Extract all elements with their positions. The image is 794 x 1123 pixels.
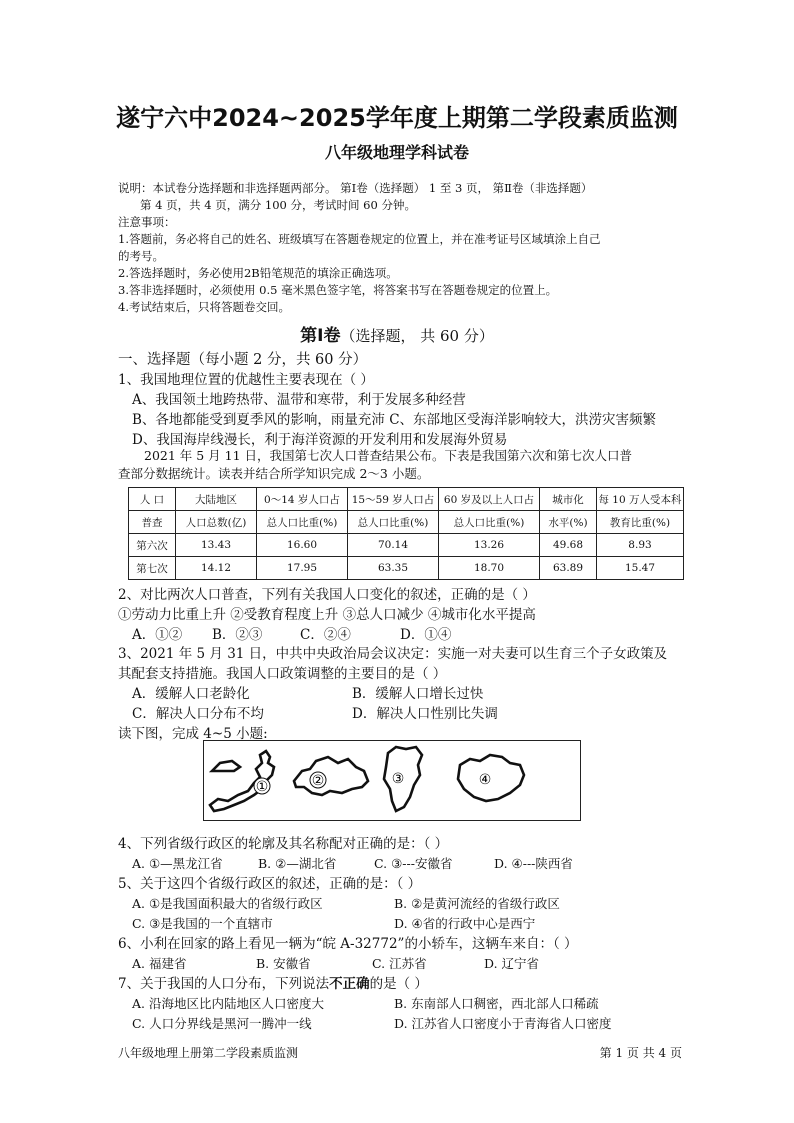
passage — [118, 447, 684, 483]
header-cell: 总人口比重(%) — [439, 511, 540, 534]
instruction-line: 说明：本试卷分选择题和非选择题两部分。 第Ⅰ卷（选择题） 1 至 3 页， 第Ⅱ卷（非选择题） — [118, 181, 593, 195]
option-d: D. ④省的行政中心是西宁 — [394, 916, 536, 931]
province-outlines — [204, 741, 580, 820]
instruction-line: 的考号。 — [118, 249, 164, 263]
option-b: B. ②—湖北省 — [258, 856, 337, 871]
option-a: A．①② — [132, 627, 183, 643]
table-row — [129, 534, 684, 557]
options-row — [118, 954, 684, 974]
question-2 — [118, 585, 684, 645]
option-d: D、我国海岸线漫长，利于海洋资源的开发利用和发展海外贸易 — [132, 432, 508, 448]
table-cell: 63.89 — [540, 557, 597, 580]
option-c: C. 江苏省 — [372, 956, 427, 971]
question-4 — [118, 834, 684, 874]
passage-line: 查部分数据统计。读表并结合所学知识完成 2～3 小题。 — [118, 466, 430, 481]
table-cell: 15.47 — [597, 557, 684, 580]
section-title-rest: （选择题， 共 60 分） — [340, 327, 494, 345]
header-cell: 普查 — [129, 511, 176, 534]
table-cell: 18.70 — [439, 557, 540, 580]
instruction-line: 3.答非选择题时，必须使用 0.5 毫米黑色签字笔，将答案书写在答题卷规定的位置上。 — [118, 283, 558, 297]
table-cell: 16.60 — [257, 534, 348, 557]
options-row — [118, 1014, 684, 1034]
options-row — [118, 994, 684, 1014]
question-stem: 3、2021 年 5 月 31 日，中共中央政治局会议决定：实施一对夫妻可以生育三个子女政策及 — [118, 646, 668, 662]
options-row — [118, 625, 684, 645]
options-row — [118, 894, 684, 914]
question-stem: 其配套支持措施。我国人口政策调整的主要目的是（ ） — [118, 666, 447, 682]
part-heading: 一、选择题（每小题 2 分，共 60 分） — [118, 352, 368, 368]
question-stem — [118, 974, 684, 994]
header-cell: 总人口比重(%) — [257, 511, 348, 534]
option-a: A．缓解人口老龄化 — [132, 686, 250, 702]
option-a: A. 沿海地区比内陆地区人口密度大 — [132, 996, 324, 1011]
options-row — [118, 854, 684, 874]
option-b: B. 东南部人口稠密，西北部人口稀疏 — [394, 996, 599, 1011]
section-title-bold: 第Ⅰ卷 — [300, 326, 341, 346]
header-cell: 水平(%) — [540, 511, 597, 534]
option-d: D. 江苏省人口密度小于青海省人口密度 — [394, 1016, 612, 1031]
instruction-line: 2.答选择题时，务必使用2B铅笔规范的填涂正确选项。 — [118, 266, 398, 280]
table-cell: 第六次 — [129, 534, 176, 557]
option-c: C. ③---安徽省 — [374, 856, 453, 871]
question-items: ①劳动力比重上升 ②受教育程度上升 ③总人口减少 ④城市化水平提高 — [118, 607, 536, 623]
option-d: D．解决人口性别比失调 — [352, 706, 498, 722]
table-cell: 17.95 — [257, 557, 348, 580]
table-cell: 70.14 — [348, 534, 439, 557]
instruction-line: 注意事项： — [118, 215, 176, 229]
question-stem-post: 的是（ ） — [369, 976, 428, 992]
table-header-row — [129, 511, 684, 534]
section-title — [0, 321, 794, 346]
exam-title: 遂宁六中2024~2025学年度上期第二学段素质监测 — [116, 104, 678, 132]
option-b: B．②③ — [212, 627, 263, 643]
map-intro: 读下图，完成 4~5 小题: — [118, 726, 268, 742]
table-cell: 第七次 — [129, 557, 176, 580]
map-label-3: ③ — [391, 771, 405, 787]
header-cell: 60 岁及以上人口占 — [439, 488, 540, 511]
question-7 — [118, 974, 684, 1034]
question-stem-emphasis: 不正确 — [329, 976, 370, 992]
question-stem-pre: 7、关于我国的人口分布，下列说法 — [118, 976, 330, 992]
table-cell: 49.68 — [540, 534, 597, 557]
option-c: C．②④ — [300, 627, 351, 643]
instruction-line: 1.答题前，务必将自己的姓名、班级填写在答题卷规定的位置上，并在准考证号区域填涂上自己 — [118, 232, 601, 246]
options-row — [118, 704, 684, 724]
option-d: D. 辽宁省 — [484, 956, 540, 971]
header-cell: 大陆地区 — [176, 488, 257, 511]
option-a: A. ①是我国面积最大的省级行政区 — [132, 896, 323, 911]
header-cell: 人 口 — [129, 488, 176, 511]
question-3 — [118, 644, 684, 744]
footer-left: 八年级地理上册第二学段素质监测 — [118, 1046, 299, 1060]
option-a: A. ①—黑龙江省 — [132, 856, 223, 871]
option-c: C．解决人口分布不均 — [132, 706, 264, 722]
question-stem: 4、下列省级行政区的轮廓及其名称配对正确的是：（ ） — [118, 836, 449, 852]
passage-line: 2021 年 5 月 11 日，我国第七次人口普查结果公布。下表是我国第六次和第七次人口普 — [144, 448, 633, 463]
header-cell: 总人口比重(%) — [348, 511, 439, 534]
question-6 — [118, 934, 684, 974]
option-b: B．缓解人口增长过快 — [352, 686, 484, 702]
option-c: C. 人口分界线是黑河一腾冲一线 — [132, 1016, 312, 1031]
instruction-line: 第 4 页，共 4 页，满分 100 分，考试时间 60 分钟。 — [140, 198, 416, 212]
option-d: D. ④---陕西省 — [494, 856, 573, 871]
option-b: B. 安徽省 — [256, 956, 311, 971]
options-row — [118, 684, 684, 704]
table-header-row — [129, 488, 684, 511]
option-b-c: B、各地都能受到夏季风的影响，雨量充沛 C、东部地区受海洋影响较大，洪涝灾害频繁 — [132, 412, 657, 428]
population-table — [128, 487, 684, 580]
header-cell: 15～59 岁人口占 — [348, 488, 439, 511]
question-1 — [118, 370, 684, 450]
options-row — [118, 914, 684, 934]
province-outline-2 — [294, 757, 368, 795]
map-label-1: ① — [255, 779, 269, 795]
instructions — [118, 180, 684, 316]
question-stem: 6、小利在回家的路上看见一辆为“皖 A-32772”的小轿车，这辆车来自：（ ） — [118, 936, 578, 952]
header-cell: 教育比重(%) — [597, 511, 684, 534]
question-stem: 1、我国地理位置的优越性主要表现在（ ） — [118, 372, 374, 388]
header-cell: 城市化 — [540, 488, 597, 511]
table-cell: 13.26 — [439, 534, 540, 557]
option-d: D．①④ — [400, 627, 452, 643]
question-5 — [118, 874, 684, 934]
exam-subtitle: 八年级地理学科试卷 — [324, 143, 469, 162]
table-cell: 8.93 — [597, 534, 684, 557]
table-cell: 14.12 — [176, 557, 257, 580]
table-cell: 63.35 — [348, 557, 439, 580]
table-cell: 13.43 — [176, 534, 257, 557]
map-label-2: ② — [311, 773, 325, 789]
question-stem: 5、关于这四个省级行政区的叙述，正确的是：（ ） — [118, 876, 422, 892]
option-a: A、我国领土地跨热带、温带和寒带，利于发展多种经营 — [132, 392, 466, 408]
option-a: A. 福建省 — [132, 956, 187, 971]
option-b: B. ②是黄河流经的省级行政区 — [394, 896, 560, 911]
question-stem: 2、对比两次人口普查，下列有关我国人口变化的叙述，正确的是（ ） — [118, 587, 536, 603]
table-row — [129, 557, 684, 580]
header-cell: 人口总数(亿) — [176, 511, 257, 534]
map-label-4: ④ — [478, 772, 492, 788]
header-cell: 每 10 万人受本科 — [597, 488, 684, 511]
header-cell: 0～14 岁人口占 — [257, 488, 348, 511]
option-c: C. ③是我国的一个直辖市 — [132, 916, 273, 931]
province-outline-figure — [203, 740, 581, 821]
instruction-line: 4.考试结束后，只将答题卷交回。 — [118, 300, 290, 314]
page-number: 第 1 页 共 4 页 — [599, 1046, 682, 1060]
